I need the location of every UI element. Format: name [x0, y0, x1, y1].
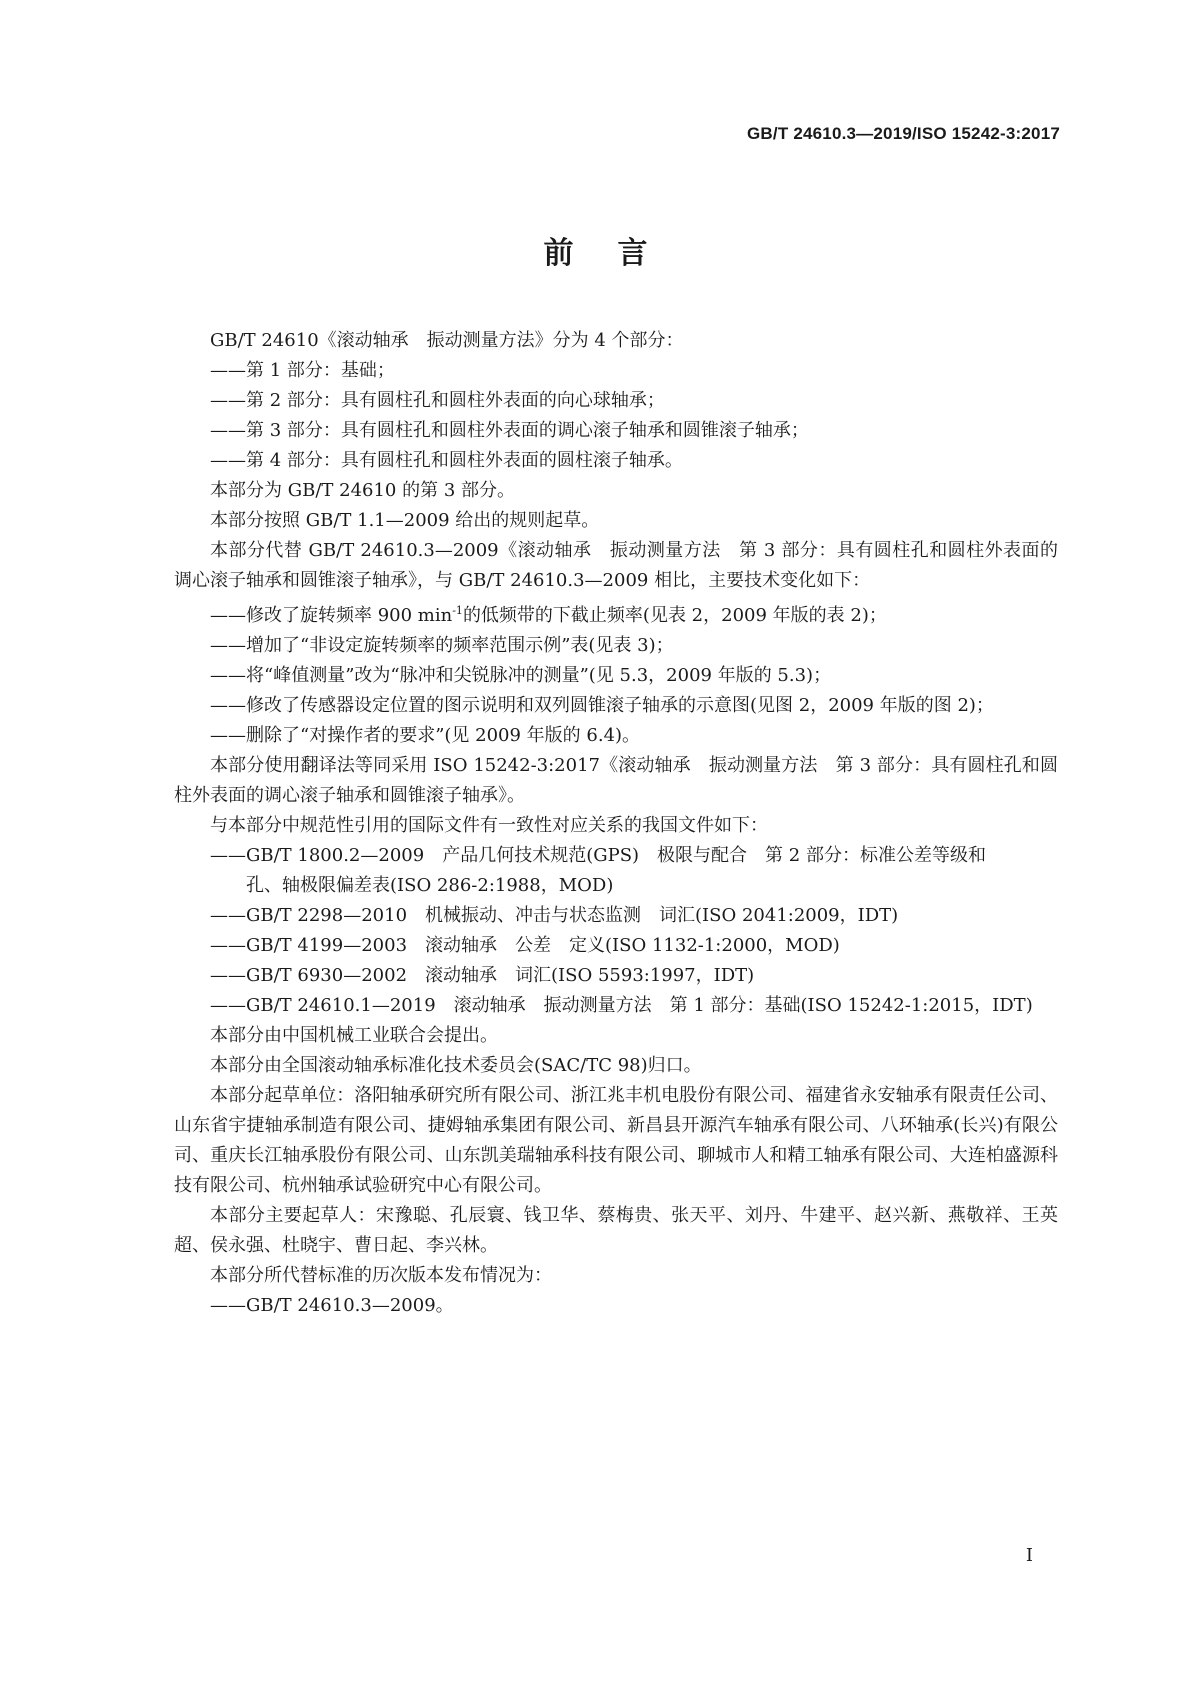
list-item-part-3: ——第 3 部分：具有圆柱孔和圆柱外表面的调心滚子轴承和圆锥滚子轴承； — [210, 420, 809, 441]
list-item-change-4: ——修改了传感器设定位置的图示说明和双列圆锥滚子轴承的示意图(见图 2，2009 年版的图 2)； — [210, 695, 994, 716]
foreword-body — [174, 326, 1058, 1321]
list-item-ref-gbt-1800 — [174, 841, 1058, 901]
list-item-part-1: ——第 1 部分：基础； — [210, 360, 395, 381]
list-item-change-3: ——将“峰值测量”改为“脉冲和尖锐脉冲的测量”(见 5.3，2009 年版的 5.3)； — [210, 665, 832, 686]
paragraph-drafting-units: 本部分起草单位：洛阳轴承研究所有限公司、浙江兆丰机电股份有限公司、福建省永安轴承有限责任公司、山东省宇捷轴承制造有限公司、捷姆轴承集团有限公司、新昌县开源汽车轴承有限公司、八环轴承(长兴)有限公司、重庆长江轴承股份有限公司、山东凯美瑞轴承科技有限公司、聊城市人和精工轴承有限公司、大连柏盛源科技有限公司、杭州轴承试验研究中心有限公司。 — [174, 1085, 1058, 1196]
list-item-change-2: ——增加了“非设定旋转频率的频率范围示例”表(见表 3)； — [210, 635, 674, 656]
ref-gbt-1800-line-2: 孔、轴极限偏差表(ISO 286-2:1988，MOD) — [246, 875, 614, 896]
paragraph-drafting-rules: 本部分按照 GB/T 1.1—2009 给出的规则起草。 — [210, 510, 600, 531]
ref-gbt-1800-line-1: ——GB/T 1800.2—2009 产品几何技术规范(GPS) 极限与配合 第 2 部分：标准公差等级和 — [210, 845, 986, 866]
page-number: I — [1025, 1545, 1033, 1566]
list-item-ref-gbt-2298: ——GB/T 2298—2010 机械振动、冲击与状态监测 词汇(ISO 2041:2009，IDT) — [210, 905, 899, 926]
list-item-part-2: ——第 2 部分：具有圆柱孔和圆柱外表面的向心球轴承； — [210, 390, 665, 411]
list-item-part-4: ——第 4 部分：具有圆柱孔和圆柱外表面的圆柱滚子轴承。 — [210, 450, 683, 471]
paragraph-previous-editions: 本部分所代替标准的历次版本发布情况为： — [210, 1265, 552, 1286]
paragraph-national-correspondence: 与本部分中规范性引用的国际文件有一致性对应关系的我国文件如下： — [210, 815, 768, 836]
change-1-superscript: -1 — [452, 604, 463, 617]
paragraph-proposed-by: 本部分由中国机械工业联合会提出。 — [210, 1025, 498, 1046]
list-item-previous-edition: ——GB/T 24610.3—2009。 — [210, 1295, 454, 1316]
list-item-ref-gbt-6930: ——GB/T 6930—2002 滚动轴承 词汇(ISO 5593:1997，IDT) — [210, 965, 755, 986]
list-item-change-1 — [174, 596, 1058, 631]
change-1-text-post: 的低频带的下截止频率(见表 2，2009 年版的表 2)； — [462, 605, 887, 626]
paragraph-replaces: 本部分代替 GB/T 24610.3—2009《滚动轴承 振动测量方法 第 3 部分：具有圆柱孔和圆柱外表面的调心滚子轴承和圆锥滚子轴承》，与 GB/T 24610.3—2009 相比，主要技术变化如下： — [174, 540, 1058, 591]
paragraph-iso-adoption: 本部分使用翻译法等同采用 ISO 15242-3:2017《滚动轴承 振动测量方法 第 3 部分：具有圆柱孔和圆柱外表面的调心滚子轴承和圆锥滚子轴承》。 — [174, 755, 1058, 806]
paragraph-this-part: 本部分为 GB/T 24610 的第 3 部分。 — [210, 480, 515, 501]
standard-code-header: GB/T 24610.3—2019/ISO 15242-3:2017 — [747, 124, 1060, 143]
list-item-change-5: ——删除了“对操作者的要求”(见 2009 年版的 6.4)。 — [210, 725, 641, 746]
change-1-text-pre: ——修改了旋转频率 900 min — [210, 605, 453, 626]
paragraph-drafters: 本部分主要起草人：宋豫聪、孔辰寰、钱卫华、蔡梅贵、张天平、刘丹、牛建平、赵兴新、燕敬祥、王英超、侯永强、杜晓宇、曹日起、李兴林。 — [174, 1205, 1058, 1256]
page-title: 前言 — [543, 236, 692, 271]
paragraph-under-jurisdiction: 本部分由全国滚动轴承标准化技术委员会(SAC/TC 98)归口。 — [210, 1055, 702, 1076]
paragraph-parts-intro: GB/T 24610《滚动轴承 振动测量方法》分为 4 个部分： — [210, 330, 684, 351]
list-item-ref-gbt-24610-1: ——GB/T 24610.1—2019 滚动轴承 振动测量方法 第 1 部分：基础(ISO 15242-1:2015，IDT) — [210, 995, 1033, 1016]
list-item-ref-gbt-4199: ——GB/T 4199—2003 滚动轴承 公差 定义(ISO 1132-1:2000，MOD) — [210, 935, 840, 956]
